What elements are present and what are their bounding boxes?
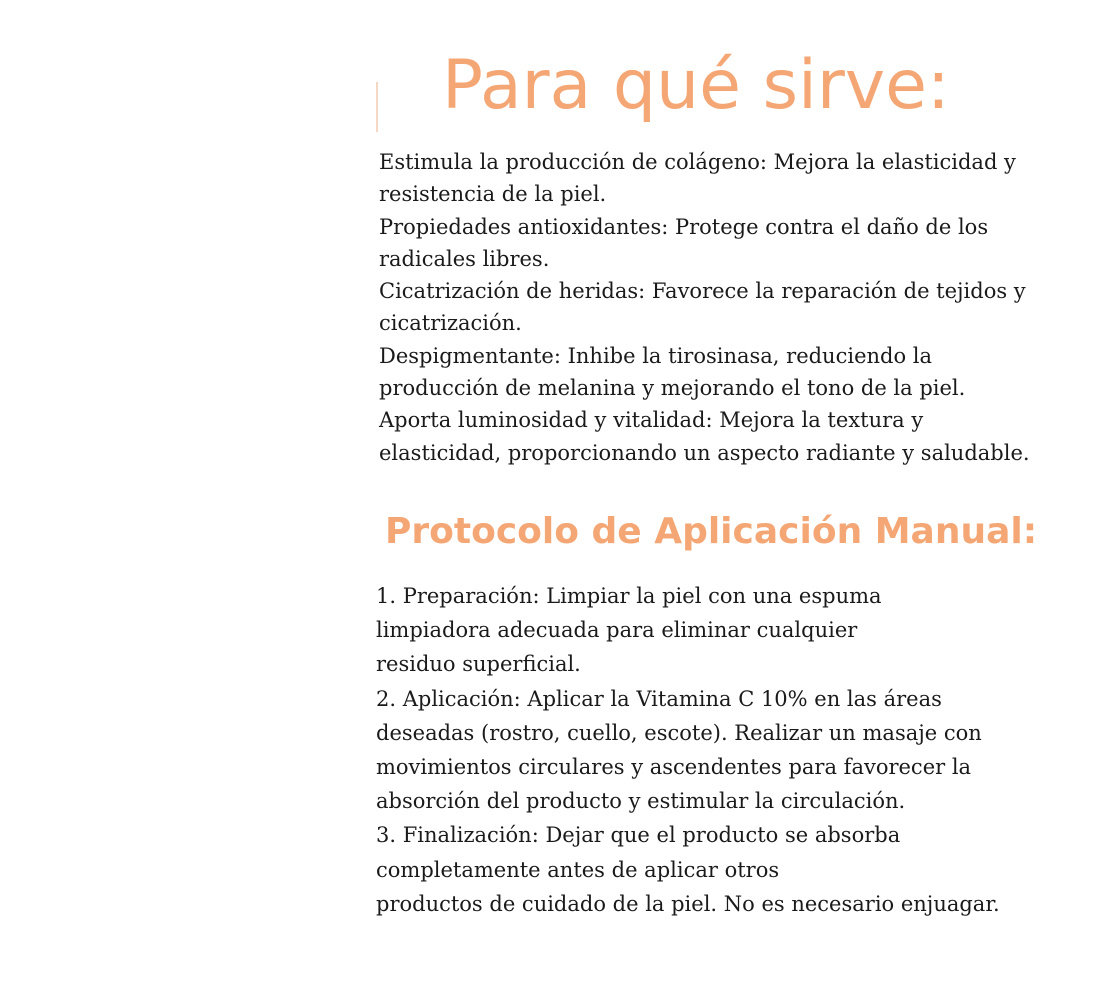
benefit-line: elasticidad, proporcionando un aspecto radiante y saludable. xyxy=(379,440,1030,465)
page-title: Para qué sirve: xyxy=(442,46,950,125)
benefit-line: Cicatrización de heridas: Favorece la reparación de tejidos y xyxy=(379,279,1026,304)
protocol-line: 2. Aplicación: Aplicar la Vitamina C 10% en las áreas xyxy=(376,686,942,711)
benefit-line: cicatrización. xyxy=(379,311,522,336)
protocol-line: completamente antes de aplicar otros xyxy=(376,857,780,882)
benefit-line: Propiedades antioxidantes: Protege contra el daño de los xyxy=(379,214,989,239)
protocol-line: movimientos circulares y ascendentes para favorecer la xyxy=(376,755,972,780)
protocol-title: Protocolo de Aplicación Manual: xyxy=(385,511,1038,552)
protocol-steps xyxy=(376,579,1000,921)
protocol-line: productos de cuidado de la piel. No es necesario enjuagar. xyxy=(376,891,1000,916)
protocol-line: deseadas (rostro, cuello, escote). Realizar un masaje con xyxy=(376,720,982,745)
protocol-line: limpiadora adecuada para eliminar cualquier xyxy=(376,618,858,643)
decorative-marker xyxy=(376,82,378,132)
protocol-line: residuo superficial. xyxy=(376,652,581,677)
benefit-line: radicales libres. xyxy=(379,246,550,271)
benefit-line: Despigmentante: Inhibe la tirosinasa, reduciendo la xyxy=(379,343,933,368)
benefits-list xyxy=(379,146,1030,469)
protocol-line: absorción del producto y estimular la circulación. xyxy=(376,789,906,814)
protocol-line: 3. Finalización: Dejar que el producto se absorba xyxy=(376,823,901,848)
benefit-line: resistencia de la piel. xyxy=(379,182,607,207)
protocol-line: 1. Preparación: Limpiar la piel con una espuma xyxy=(376,584,882,608)
benefit-line: Aporta luminosidad y vitalidad: Mejora la textura y xyxy=(379,408,924,433)
benefit-line: producción de melanina y mejorando el tono de la piel. xyxy=(379,376,966,401)
benefit-line: Estimula la producción de colágeno: Mejora la elasticidad y xyxy=(379,150,1016,174)
